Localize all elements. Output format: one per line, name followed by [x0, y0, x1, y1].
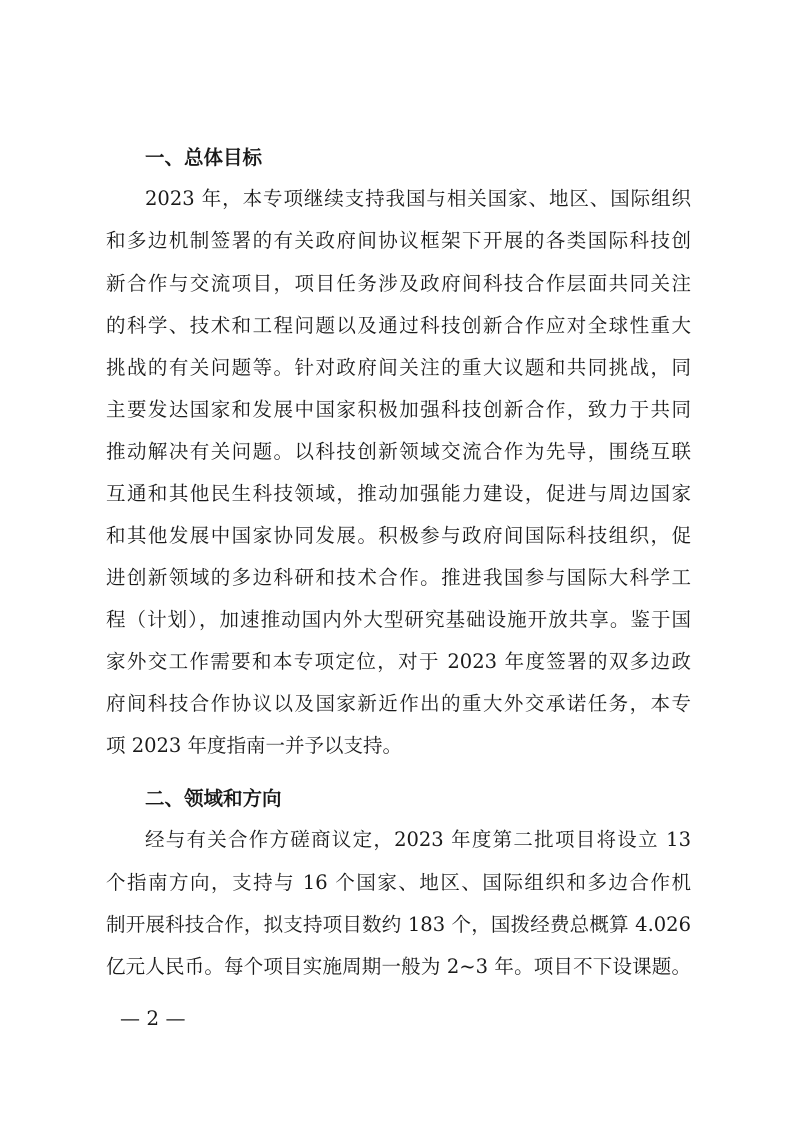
paragraph-line: 经与有关合作方磋商议定，2023 年度第二批项目将设立 13 [145, 828, 691, 851]
paragraph-line: 推动解决有关问题。以科技创新领域交流合作为先导，围绕互联 [106, 440, 691, 463]
paragraph-line: 制开展科技合作，拟支持项目数约 183 个，国拨经费总概算 4.026 [106, 913, 691, 936]
section-heading-overall-goals: 一、总体目标 [145, 146, 263, 169]
paragraph-line: 项 2023 年度指南一并予以支持。 [106, 734, 403, 757]
paragraph-line: 程（计划），加速推动国内外大型研究基础设施开放共享。鉴于国 [106, 608, 691, 631]
paragraph-line: 的科学、技术和工程问题以及通过科技创新合作应对全球性重大 [106, 314, 691, 337]
paragraph-line: 进创新领域的多边科研和技术合作。推进我国参与国际大科学工 [106, 566, 691, 589]
paragraph-line: 和其他发展中国家协同发展。积极参与政府间国际科技组织，促 [106, 524, 691, 547]
paragraph-line: 互通和其他民生科技领域，推动加强能力建设，促进与周边国家 [106, 482, 691, 505]
paragraph-line: 2023 年，本专项继续支持我国与相关国家、地区、国际组织 [145, 187, 691, 210]
paragraph-line: 府间科技合作协议以及国家新近作出的重大外交承诺任务，本专 [106, 692, 691, 715]
paragraph-line: 主要发达国家和发展中国家积极加强科技创新合作，致力于共同 [106, 398, 691, 421]
paragraph-line: 亿元人民币。每个项目实施周期一般为 2~3 年。项目不下设课题。 [106, 955, 691, 978]
paragraph-line: 家外交工作需要和本专项定位，对于 2023 年度签署的双多边政 [106, 650, 691, 673]
page-number: — 2 — [120, 1006, 186, 1030]
section-heading-fields-directions: 二、领域和方向 [145, 787, 282, 810]
paragraph-line: 新合作与交流项目，项目任务涉及政府间科技合作层面共同关注 [106, 272, 691, 295]
paragraph-line: 和多边机制签署的有关政府间协议框架下开展的各类国际科技创 [106, 229, 691, 252]
paragraph-line: 挑战的有关问题等。针对政府间关注的重大议题和共同挑战，同 [106, 356, 691, 379]
paragraph-line: 个指南方向，支持与 16 个国家、地区、国际组织和多边合作机 [106, 871, 691, 894]
